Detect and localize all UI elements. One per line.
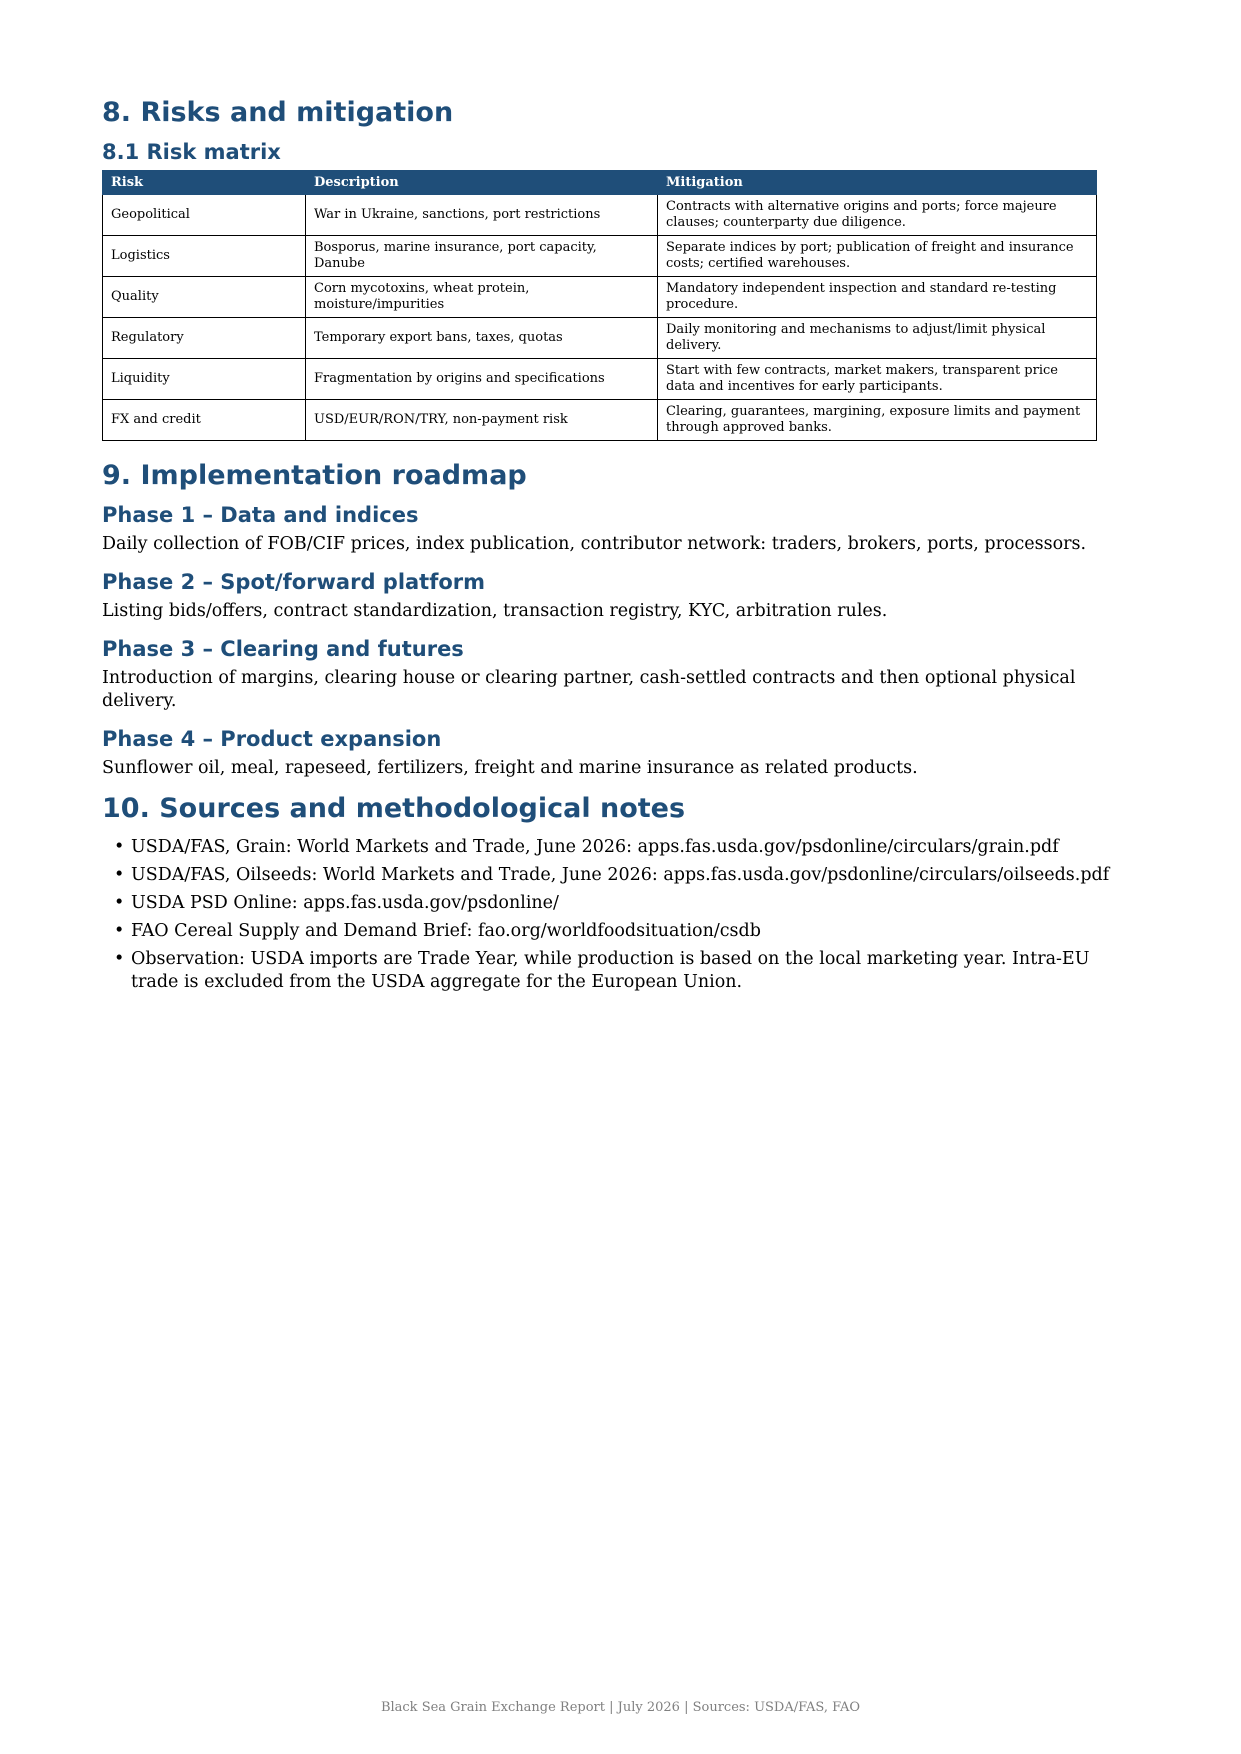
section-10-heading: 10. Sources and methodological notes (102, 793, 686, 824)
description-cell: Fragmentation by origins and specifications (306, 359, 658, 400)
phase-3-heading: Phase 3 – Clearing and futures (102, 637, 464, 661)
description-cell: War in Ukraine, sanctions, port restrictions (306, 195, 658, 236)
list-item (102, 864, 1142, 887)
risk-cell: Geopolitical (103, 195, 306, 236)
document-page (102, 96, 1142, 999)
list-item (102, 920, 1142, 943)
mitigation-cell: Mandatory independent inspection and standard re-testing procedure. (658, 277, 1097, 318)
source-text: USDA PSD Online: apps.fas.usda.gov/psdonline/ (131, 893, 559, 913)
page-footer: Black Sea Grain Exchange Report | July 2026 | Sources: USDA/FAS, FAO (380, 1700, 861, 1715)
table-row (103, 236, 1097, 277)
mitigation-cell: Separate indices by port; publication of freight and insurance costs; certified warehouses. (658, 236, 1097, 277)
phase-2-text: Listing bids/offers, contract standardization, transaction registry, KYC, arbitration rules. (102, 601, 888, 621)
table-row (103, 359, 1097, 400)
list-item (102, 892, 1142, 915)
header-description: Description (306, 171, 658, 195)
phase-4-text: Sunflower oil, meal, rapeseed, fertilizers, freight and marine insurance as related products. (102, 758, 918, 778)
risk-cell: Quality (103, 277, 306, 318)
section-8-heading: 8. Risks and mitigation (102, 97, 454, 128)
risk-matrix-table (102, 170, 1097, 441)
mitigation-cell: Start with few contracts, market makers, transparent price data and incentives for early participants. (658, 359, 1097, 400)
risk-cell: Liquidity (103, 359, 306, 400)
table-header-row (103, 171, 1097, 195)
sources-list (102, 836, 1142, 994)
table-row (103, 277, 1097, 318)
source-text: USDA/FAS, Grain: World Markets and Trade, June 2026: apps.fas.usda.gov/psdonline/circulars/grain.pdf (131, 837, 1059, 857)
description-cell: USD/EUR/RON/TRY, non-payment risk (306, 400, 658, 441)
bullet-icon: • (114, 949, 125, 969)
risk-cell: Logistics (103, 236, 306, 277)
mitigation-cell: Clearing, guarantees, margining, exposure limits and payment through approved banks. (658, 400, 1097, 441)
phase-2-heading: Phase 2 – Spot/forward platform (102, 570, 486, 594)
risk-cell: Regulatory (103, 318, 306, 359)
list-item (102, 836, 1142, 859)
table-row (103, 400, 1097, 441)
bullet-icon: • (114, 837, 125, 857)
header-risk: Risk (103, 171, 306, 195)
mitigation-cell: Daily monitoring and mechanisms to adjust/limit physical delivery. (658, 318, 1097, 359)
header-mitigation: Mitigation (658, 171, 1097, 195)
list-item (102, 948, 1142, 994)
description-cell: Temporary export bans, taxes, quotas (306, 318, 658, 359)
phase-4-heading: Phase 4 – Product expansion (102, 727, 442, 751)
table-row (103, 195, 1097, 236)
source-text: FAO Cereal Supply and Demand Brief: fao.org/worldfoodsituation/csdb (131, 921, 761, 941)
description-cell: Corn mycotoxins, wheat protein, moisture/impurities (306, 277, 658, 318)
bullet-icon: • (114, 921, 125, 941)
risk-matrix-heading: 8.1 Risk matrix (102, 140, 281, 164)
source-text: USDA/FAS, Oilseeds: World Markets and Trade, June 2026: apps.fas.usda.gov/psdonline/circulars/oilseeds.pdf (131, 865, 1110, 885)
phase-1-text: Daily collection of FOB/CIF prices, index publication, contributor network: traders, brokers, ports, processors. (102, 534, 1087, 554)
table-row (103, 318, 1097, 359)
phase-3-text: Introduction of margins, clearing house or clearing partner, cash-settled contracts and then optional physical delivery. (102, 668, 1076, 711)
section-9-heading: 9. Implementation roadmap (102, 460, 527, 491)
bullet-icon: • (114, 893, 125, 913)
mitigation-cell: Contracts with alternative origins and ports; force majeure clauses; counterparty due diligence. (658, 195, 1097, 236)
source-text: Observation: USDA imports are Trade Year, while production is based on the local marketing year. Intra-EU trade is excluded from the USDA aggregate for the European Union. (131, 949, 1090, 992)
risk-cell: FX and credit (103, 400, 306, 441)
description-cell: Bosporus, marine insurance, port capacity, Danube (306, 236, 658, 277)
bullet-icon: • (114, 865, 125, 885)
phase-1-heading: Phase 1 – Data and indices (102, 503, 419, 527)
